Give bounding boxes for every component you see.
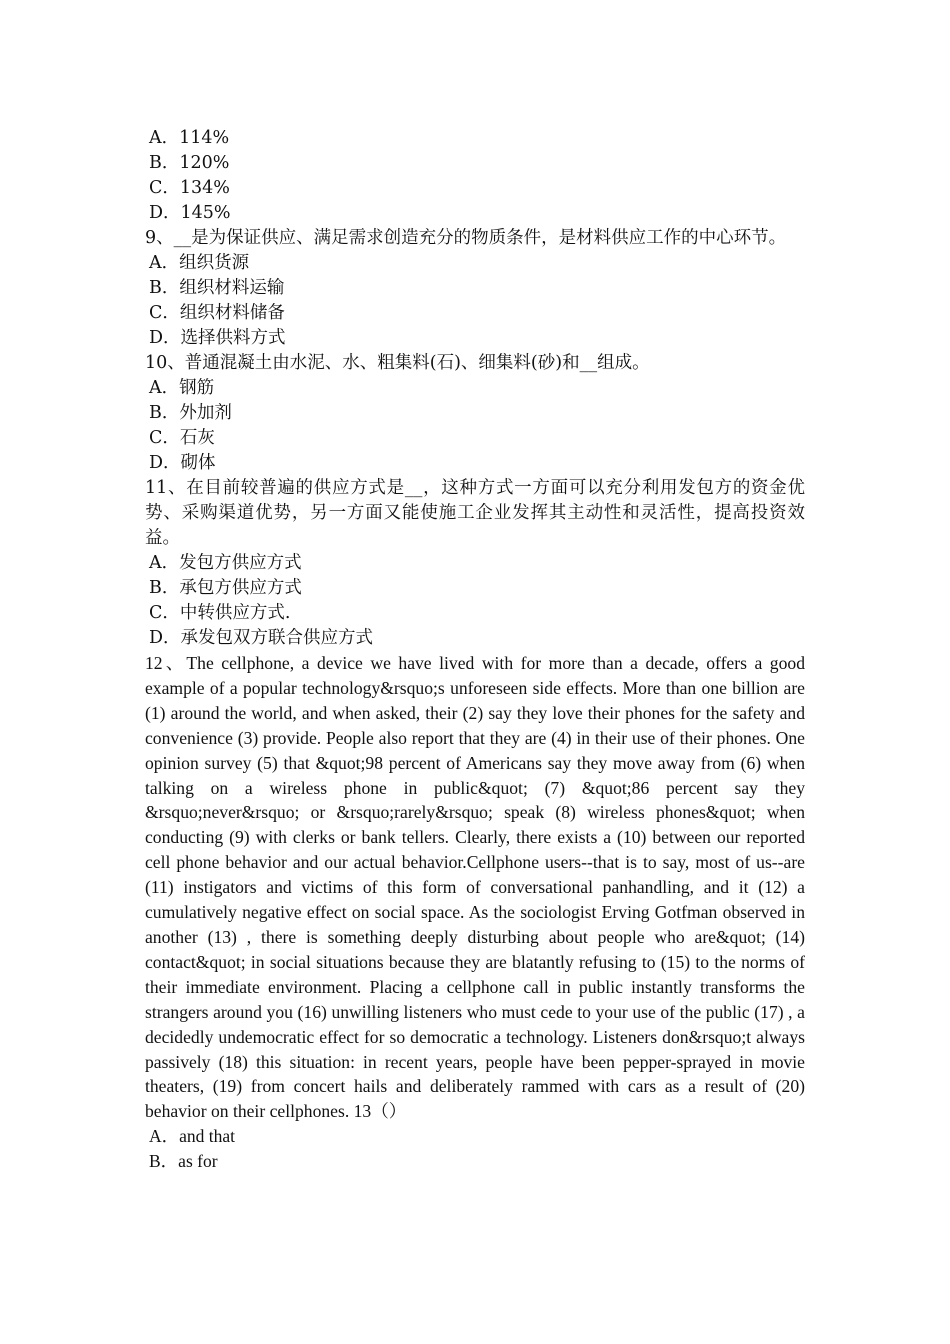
- question-10: [145, 351, 805, 476]
- option-a: A．114%: [149, 128, 230, 148]
- question-9-option-c: C．组织材料储备: [149, 303, 285, 323]
- question-10-option-a: A．钢筋: [149, 378, 215, 398]
- question-9: [145, 226, 805, 351]
- question-10-option-b: B．外加剂: [149, 403, 232, 423]
- question-9-option-b: B．组织材料运输: [149, 278, 285, 298]
- option-c: C．134%: [149, 178, 230, 198]
- question-10-option-c: C．石灰: [149, 428, 215, 448]
- question-12-option-b: B．as for: [149, 1151, 218, 1172]
- question-11-option-c: C．中转供应方式.: [149, 603, 291, 623]
- question-12: [145, 651, 805, 1174]
- question-9-option-d: D．选择供料方式: [149, 328, 286, 348]
- question-10-option-d: D．砌体: [149, 453, 216, 473]
- document-page: [145, 126, 805, 1174]
- question-11-option-b: B．承包方供应方式: [149, 578, 302, 598]
- prev-question-options: [145, 126, 805, 226]
- option-b: B．120%: [149, 153, 230, 173]
- question-11-text: 11、在目前较普遍的供应方式是__，这种方式一方面可以充分利用发包方的资金优势、采购渠道优势，另一方面又能使施工企业发挥其主动性和灵活性，提高投资效益。: [145, 478, 805, 548]
- question-11-option-a: A．发包方供应方式: [149, 553, 302, 573]
- question-11: [145, 476, 805, 651]
- question-9-text: 9、__是为保证供应、满足需求创造充分的物质条件，是材料供应工作的中心环节。: [145, 228, 787, 248]
- question-10-text: 10、普通混凝土由水泥、水、粗集料(石)、细集料(砂)和__组成。: [145, 353, 650, 373]
- option-d: D．145%: [149, 203, 231, 223]
- question-12-option-a: A．and that: [149, 1126, 236, 1147]
- question-9-option-a: A．组织货源: [149, 253, 250, 273]
- question-12-passage: 12、The cellphone, a device we have lived with for more than a decade, offers a good example of a popular technology&rsquo;s unforeseen side effects. More than one billion are (1) around the world, and when asked, their (2) say they love their phones for the safety and convenience (3) provide. People also report that they are (4) in their use of their phones. One opinion survey (5) that &quot;98 percent of Americans say they move away from (6) when talking on a wireless phone in public&quot; (7) &quot;86 percent say they &rsquo;never&rsquo; or &rsquo;rarely&rsquo; speak (8) wireless phones&quot; when conducting (9) with clerks or bank tellers. Clearly, there exists a (10) between our reported cell phone behavior and our actual behavior.Cellphone users--that is to say, most of us--are (11) instigators and victims of this form of conversational panhandling, and it (12) a cumulatively negative effect on social space. As the sociologist Erving Gotfman observed in another (13) , there is something deeply disturbing about people who are&quot; (14) contact&quot; in social situations because they are blatantly refusing to (15) to the norms of their immediate environment. Placing a cellphone call in public instantly transforms the strangers around you (16) unwilling listeners who must cede to your use of the public (17) , a decidedly undemocratic effect for so democratic a technology. Listeners don&rsquo;t always passively (18) this situation: in recent years, people have been pepper-sprayed in movie theaters, (19) from concert hails and deliberately rammed with cars as a result of (20) behavior on their cellphones. 13（）: [145, 653, 805, 1122]
- question-11-option-d: D．承发包双方联合供应方式: [149, 628, 374, 648]
